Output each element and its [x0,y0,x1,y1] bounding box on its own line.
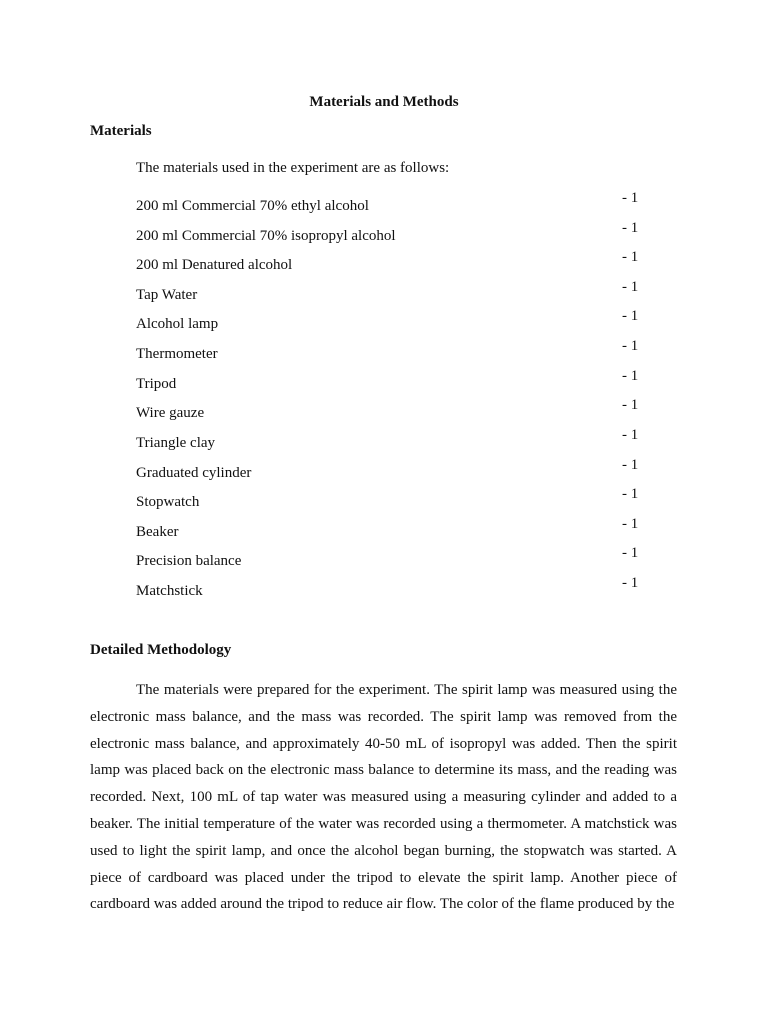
methodology-paragraph: The materials were prepared for the experiment. The spirit lamp was measured using the electronic mass balance, and the mass was recorded. The spirit lamp was removed from the electronic mass balance, and approximately 40-50 mL of isopropyl was added. Then the spirit lamp was placed back on the electronic mass balance to determine its mass, and the reading was recorded. Next, 100 mL of tap water was measured using a measuring cylinder and added to a beaker. The initial temperature of the water was recorded using a thermometer. A matchstick was used to light the spirit lamp, and once the alcohol began burning, the stopwatch was started. A piece of cardboard was placed under the tripod to elevate the spirit lamp. Another piece of cardboard was added around the tripod to reduce air flow. The color of the flame produced by the [90,682,677,913]
material-item-name: Stopwatch [136,494,200,510]
material-item-quantity: - 1 [622,575,639,591]
material-item-name: Beaker [136,524,179,540]
material-item-quantity: - 1 [622,368,639,384]
material-item-quantity: - 1 [622,457,639,473]
material-item-quantity: - 1 [622,190,639,206]
material-item-quantity: - 1 [622,486,639,502]
material-item-quantity: - 1 [622,249,639,265]
page-title: Materials and Methods [309,94,459,110]
material-item-name: Wire gauze [136,405,205,421]
material-item-quantity: - 1 [622,397,639,413]
material-item-name: Tap Water [136,287,198,303]
material-item-name: Matchstick [136,583,203,599]
materials-heading: Materials [90,123,152,139]
material-item-quantity: - 1 [622,338,639,354]
material-item-quantity: - 1 [622,545,639,561]
material-item-quantity: - 1 [622,279,639,295]
material-item-name: 200 ml Denatured alcohol [136,257,293,273]
material-item-name: Triangle clay [136,435,216,451]
material-item-quantity: - 1 [622,308,639,324]
methodology-heading: Detailed Methodology [90,642,232,658]
material-item-name: Graduated cylinder [136,465,252,481]
material-item-name: Alcohol lamp [136,316,219,332]
material-item-name: Tripod [136,376,177,392]
material-item-name: 200 ml Commercial 70% ethyl alcohol [136,198,369,214]
material-item-quantity: - 1 [622,427,639,443]
material-item-name: Thermometer [136,346,218,362]
material-item-quantity: - 1 [622,516,639,532]
materials-intro: The materials used in the experiment are as follows: [136,160,450,176]
material-item-quantity: - 1 [622,220,639,236]
material-item-name: Precision balance [136,553,242,569]
material-item-name: 200 ml Commercial 70% isopropyl alcohol [136,228,396,244]
